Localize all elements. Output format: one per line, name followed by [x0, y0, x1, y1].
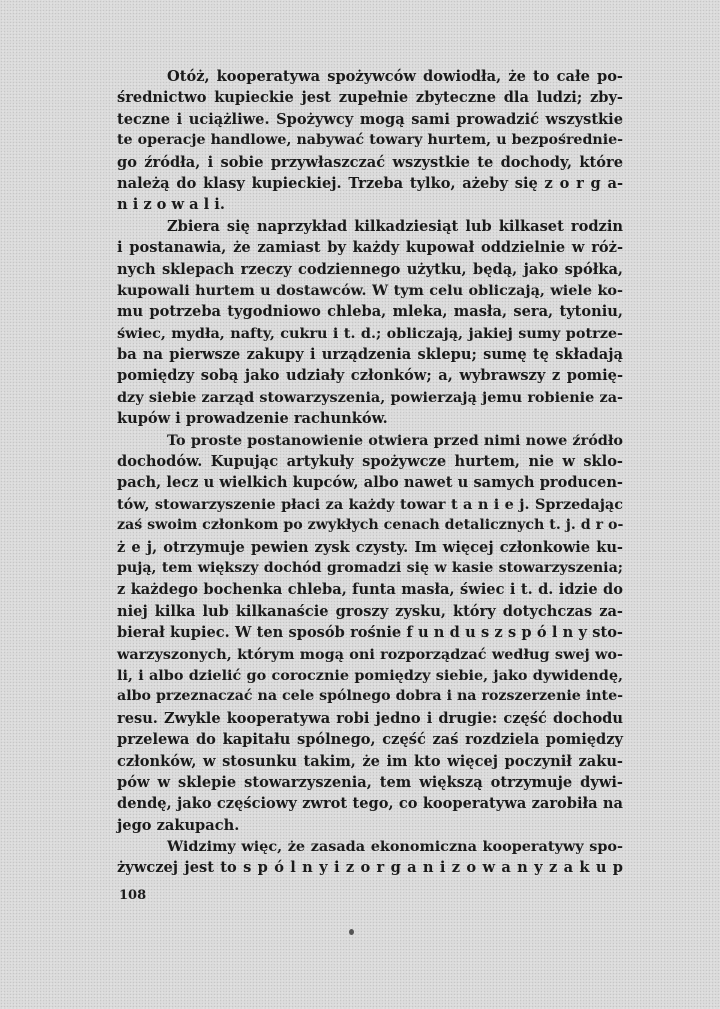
- text-line: niej kilka lub kilkanaście groszy zysku, który dotychczas za-: [117, 602, 623, 620]
- text-line: pach, lecz u wielkich kupców, albo nawet u samych producen-: [117, 474, 623, 492]
- text-line: albo przeznaczać na cele spólnego dobra i na rozszerzenie inte-: [117, 688, 623, 705]
- text-line: członków, w stosunku takim, że im kto więcej poczynił zaku-: [117, 752, 623, 770]
- text-line: pów w sklepie stowarzyszenia, tem większą otrzymuje dywi-: [117, 773, 623, 791]
- text-line: tów, stowarzyszenie płaci za każdy towar t a n i e j. Sprzedając: [117, 495, 623, 513]
- text-line: mu potrzeba tygodniowo chleba, mleka, masła, sera, tytoniu,: [117, 303, 623, 321]
- text-line: i postanawia, że zamiast by każdy kupował oddzielnie w róż-: [117, 239, 623, 257]
- text-line: pują, tem większy dochód gromadzi się w kasie stowarzyszenia;: [117, 559, 623, 576]
- text-line: te operacje handlowe, nabywać towary hurtem, u bezpośrednie-: [117, 132, 623, 149]
- text-line: kupowali hurtem u dostawców. W tym celu obliczają, wiele ko-: [117, 281, 623, 299]
- text-line: Widzimy więc, że zasada ekonomiczna kooperatywy spo-: [167, 838, 623, 856]
- text-line: To proste postanowienie otwiera przed nimi nowe źródło: [167, 431, 623, 449]
- text-line: Otóż, kooperatywa spożywców dowiodła, że to całe po-: [167, 68, 623, 85]
- text-line: n i z o w a l i.: [117, 196, 225, 214]
- text-line: pomiędzy sobą jako udziały członków; a, wybrawszy z pomię-: [117, 367, 623, 385]
- text-line: należą do klasy kupieckiej. Trzeba tylko, ażeby się z o r g a-: [117, 174, 623, 192]
- text-line: Zbiera się naprzykład kilkadziesiąt lub kilkaset rodzin: [167, 217, 623, 235]
- text-line: nych sklepach rzeczy codziennego użytku, będą, jako spółka,: [117, 260, 623, 278]
- page-number: 108: [119, 888, 147, 903]
- text-line: ba na pierwsze zakupy i urządzenia sklepu; sumę tę składają: [117, 346, 623, 364]
- text-line: żywczej jest to s p ó l n y i z o r g a n i z o w a n y z a k u p: [117, 859, 623, 877]
- ink-speck: [349, 929, 354, 935]
- text-line: dochodów. Kupując artykuły spożywcze hurtem, nie w sklo-: [117, 453, 623, 471]
- text-line: świec, mydła, nafty, cukru i t. d.; obliczają, jakiej sumy potrze-: [117, 324, 623, 342]
- text-line: kupów i prowadzenie rachunków.: [117, 410, 388, 428]
- text-line: średnictwo kupieckie jest zupełnie zbyteczne dla ludzi; zby-: [117, 89, 623, 107]
- text-line: li, i albo dzielić go corocznie pomiędzy siebie, jako dywidendę,: [117, 666, 623, 684]
- text-line: zaś swoim członkom po zwykłych cenach detalicznych t. j. d r o-: [117, 517, 624, 534]
- text-line: warzyszonych, którym mogą oni rozporządzać według swej wo-: [117, 645, 623, 663]
- text-line: resu. Zwykle kooperatywa robi jedno i drugie: część dochodu: [117, 709, 623, 727]
- text-line: bierał kupiec. W ten sposób rośnie f u n d u s z s p ó l n y sto-: [117, 624, 623, 642]
- body-text: [117, 66, 623, 879]
- text-line: dzy siebie zarząd stowarzyszenia, powierzają jemu robienie za-: [117, 388, 623, 406]
- text-line: z każdego bochenka chleba, funta masła, świec i t. d. idzie do: [117, 581, 623, 599]
- text-line: go źródła, i sobie przywłaszczać wszystkie te dochody, które: [117, 153, 623, 171]
- text-line: dendę, jako częściowy zwrot tego, co kooperatywa zarobiła na: [117, 795, 623, 813]
- text-line: ż e j, otrzymuje pewien zysk czysty. Im więcej członkowie ku-: [117, 538, 623, 556]
- text-line: przelewa do kapitału spólnego, część zaś rozdziela pomiędzy: [117, 731, 623, 749]
- text-line: teczne i uciążliwe. Spożywcy mogą sami prowadzić wszystkie: [117, 110, 623, 128]
- text-line: jego zakupach.: [117, 816, 240, 834]
